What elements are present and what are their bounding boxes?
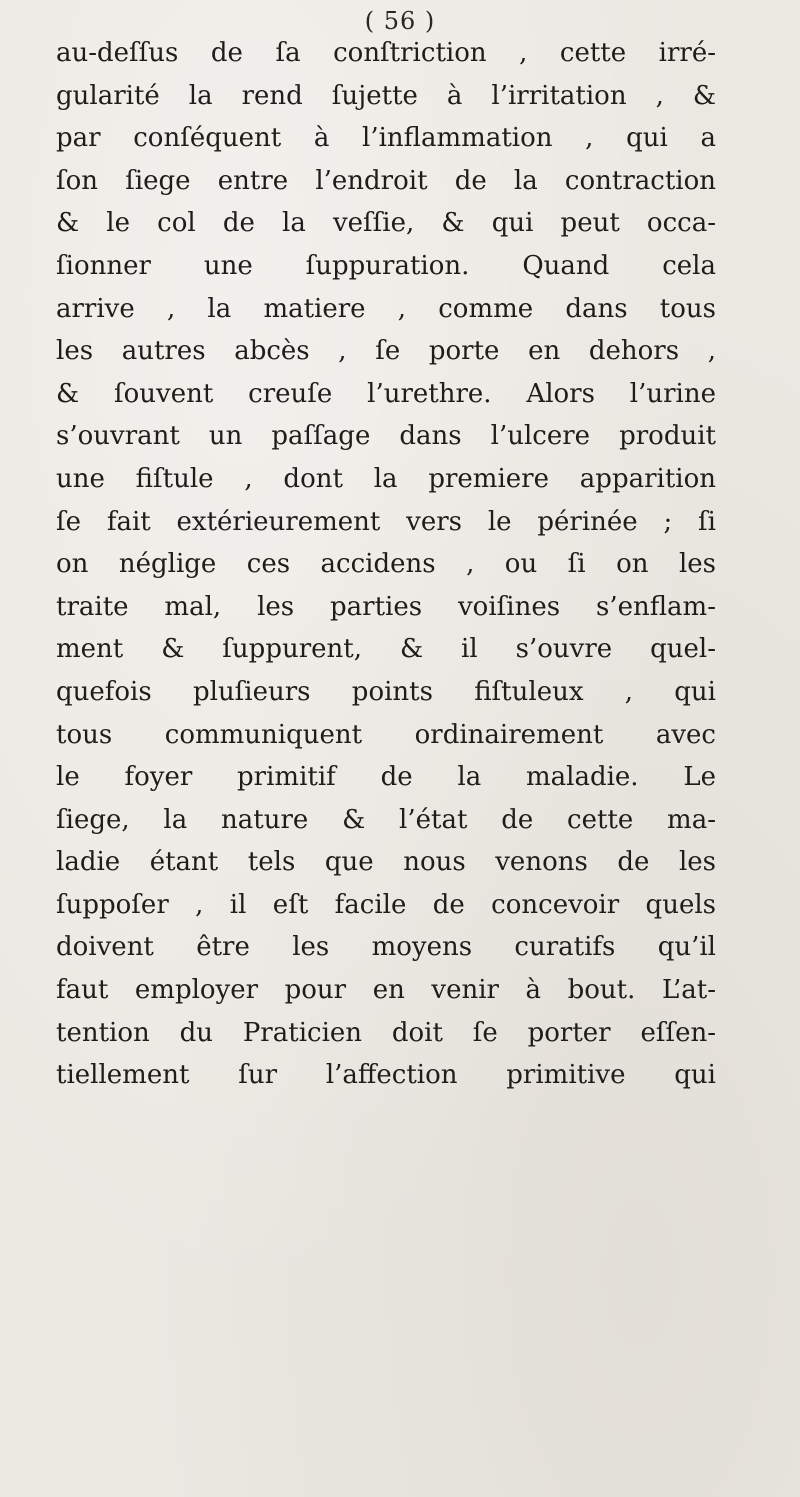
text-line: une fiſtule , dont la premiere apparition <box>56 463 716 494</box>
text-line: les autres abcès , ſe porte en dehors , <box>56 336 716 367</box>
text-line: tous communiquent ordinairement avec <box>56 719 716 750</box>
text-line: arrive , la matiere , comme dans tous <box>56 293 716 324</box>
text-line: ſon ſiege entre l’endroit de la contraction <box>56 165 716 196</box>
text-line: ſuppoſer , il eſt facile de concevoir quels <box>56 889 716 920</box>
text-line: ſe fait extérieurement vers le périnée ; ſi <box>56 506 716 537</box>
text-line: s’ouvrant un paſſage dans l’ulcere produit <box>56 421 716 452</box>
text-line: ment & ſuppurent, & il s’ouvre quel- <box>56 634 716 665</box>
text-line: par conſéquent à l’inflammation , qui a <box>56 123 716 154</box>
text-line: tiellement ſur l’affection primitive qui <box>56 1060 716 1091</box>
text-line: & le col de la veſſie, & qui peut occa- <box>56 208 716 239</box>
text-line: ſiege, la nature & l’état de cette ma- <box>56 804 716 835</box>
text-line: & ſouvent creuſe l’urethre. Alors l’urine <box>56 378 716 409</box>
page-number: ( 56 ) <box>364 7 436 35</box>
text-line: ſionner une ſuppuration. Quand cela <box>56 250 716 281</box>
body-text <box>56 32 716 1097</box>
text-line: faut employer pour en venir à bout. L’at- <box>56 975 716 1006</box>
text-line: doivent être les moyens curatifs qu’il <box>56 932 716 963</box>
text-line: gularité la rend ſujette à l’irritation , & <box>56 80 716 111</box>
text-line: tention du Praticien doit ſe porter eſſen- <box>56 1017 716 1048</box>
text-line: ladie étant tels que nous venons de les <box>56 847 716 878</box>
text-line: le foyer primitif de la maladie. Le <box>56 762 716 793</box>
text-line: traite mal, les parties voiſines s’enflam- <box>56 591 716 622</box>
text-line: au-deſſus de ſa conſtriction , cette irré- <box>56 38 716 68</box>
text-line: quefois pluſieurs points fiſtuleux , qui <box>56 676 716 707</box>
text-line: on néglige ces accidens , ou ſi on les <box>56 549 716 580</box>
